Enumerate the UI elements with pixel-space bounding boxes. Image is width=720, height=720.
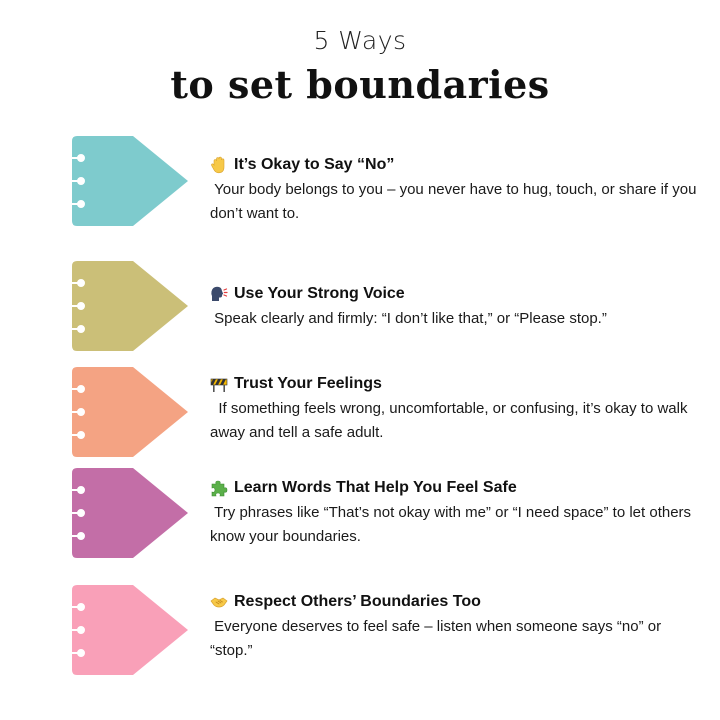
tab-fill	[72, 585, 188, 675]
item-text: Speak clearly and firmly: “I don’t like that,” or “Please stop.”	[210, 310, 607, 327]
puzzle-piece-icon	[210, 479, 228, 497]
list-item	[210, 590, 700, 663]
item-text: If something feels wrong, uncomfortable, or confusing, it’s okay to walk away and tell a safe adult.	[210, 400, 692, 441]
tab-shape-2	[71, 260, 189, 352]
item-heading: Trust Your Feelings	[234, 375, 382, 392]
tab-shape-4	[71, 467, 189, 559]
item-text: Everyone deserves to feel safe – listen when someone says “no” or “stop.”	[210, 618, 666, 659]
tab-shape-3	[71, 366, 189, 458]
item-heading: It’s Okay to Say “No”	[234, 156, 395, 173]
item-text: Try phrases like “That’s not okay with me” or “I need space” to let others know your boundaries.	[210, 504, 696, 545]
construction-barrier-icon	[210, 375, 228, 393]
tab-fill	[72, 367, 188, 457]
tab-fill	[72, 136, 188, 226]
tab-shape-5	[71, 584, 189, 676]
title-line-1: 5 Ways	[313, 26, 407, 55]
raised-hand-icon	[210, 156, 228, 174]
item-heading: Learn Words That Help You Feel Safe	[234, 479, 517, 496]
item-heading: Use Your Strong Voice	[234, 285, 405, 302]
list-item	[210, 476, 700, 549]
tab-fill	[72, 468, 188, 558]
list-item	[210, 372, 700, 445]
tab-fill	[72, 261, 188, 351]
item-text: Your body belongs to you – you never have to hug, touch, or share if you don’t want to.	[210, 181, 701, 222]
tab-shape-1	[71, 135, 189, 227]
list-item	[210, 282, 700, 331]
handshake-icon	[210, 593, 228, 611]
item-heading: Respect Others’ Boundaries Too	[234, 593, 481, 610]
speaking-head-icon	[210, 285, 228, 303]
page-title: to set boundaries	[170, 62, 550, 107]
list-item	[210, 153, 700, 226]
